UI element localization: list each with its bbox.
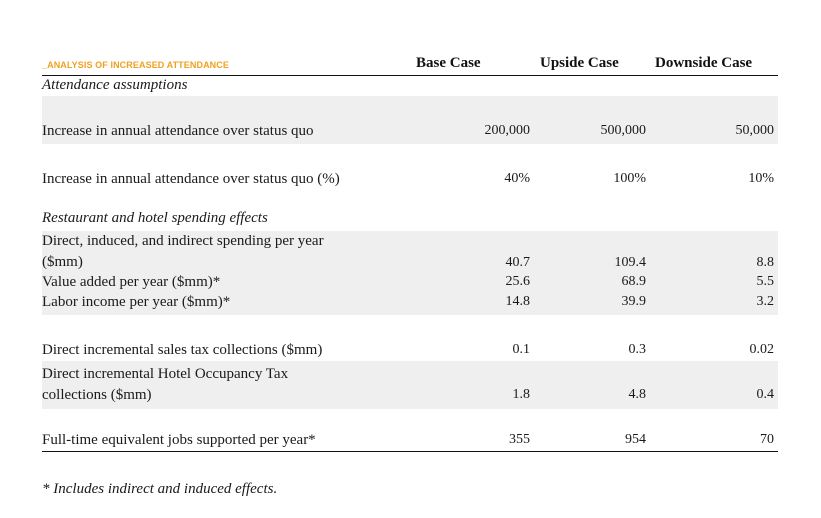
column-header-upside: Upside Case <box>540 55 619 71</box>
row-label-line2: collections ($mm) <box>42 387 152 403</box>
header-rule <box>42 75 778 76</box>
cell-upside: 109.4 <box>614 255 646 270</box>
cell-base: 355 <box>509 432 530 447</box>
row-label: Full-time equivalent jobs supported per year* <box>42 432 316 448</box>
row-label: Increase in annual attendance over status quo (%) <box>42 171 340 187</box>
cell-upside: 4.8 <box>628 387 646 402</box>
cell-base: 25.6 <box>505 274 530 289</box>
row-label-line1: Direct incremental Hotel Occupancy Tax <box>42 366 289 382</box>
cell-downside: 50,000 <box>735 123 774 138</box>
row-label-line2: ($mm) <box>42 254 83 270</box>
cell-upside: 39.9 <box>621 294 646 309</box>
cell-upside: 100% <box>613 171 646 186</box>
row-label: Direct incremental sales tax collections ($mm) <box>42 342 323 358</box>
cell-base: 0.1 <box>512 342 530 357</box>
column-header-base: Base Case <box>416 55 481 71</box>
cell-downside: 10% <box>748 171 774 186</box>
column-header-downside: Downside Case <box>655 55 753 71</box>
footnote: * Includes indirect and induced effects. <box>42 481 278 497</box>
row-label: Increase in annual attendance over status quo <box>42 123 314 139</box>
cell-upside: 0.3 <box>628 342 646 357</box>
cell-downside: 5.5 <box>756 274 774 289</box>
cell-downside: 8.8 <box>756 255 774 270</box>
cell-base: 40% <box>504 171 530 186</box>
cell-base: 1.8 <box>512 387 530 402</box>
section-heading-attendance: Attendance assumptions <box>42 77 188 93</box>
cell-upside: 500,000 <box>600 123 646 138</box>
cell-downside: 0.4 <box>756 387 774 402</box>
cell-base: 40.7 <box>505 255 530 270</box>
cell-downside: 3.2 <box>756 294 774 309</box>
section-heading-restaurant: Restaurant and hotel spending effects <box>42 210 268 226</box>
cell-downside: 0.02 <box>749 342 774 357</box>
cell-upside: 68.9 <box>621 274 646 289</box>
table-bottom-rule <box>42 451 778 452</box>
cell-downside: 70 <box>760 432 774 447</box>
table-title: _ANALYSIS OF INCREASED ATTENDANCE <box>42 60 229 70</box>
row-label: Labor income per year ($mm)* <box>42 294 231 310</box>
row-label-line1: Direct, induced, and indirect spending per year <box>42 233 324 249</box>
cell-base: 200,000 <box>484 123 530 138</box>
cell-base: 14.8 <box>505 294 530 309</box>
cell-upside: 954 <box>625 432 646 447</box>
row-label: Value added per year ($mm)* <box>42 274 221 290</box>
